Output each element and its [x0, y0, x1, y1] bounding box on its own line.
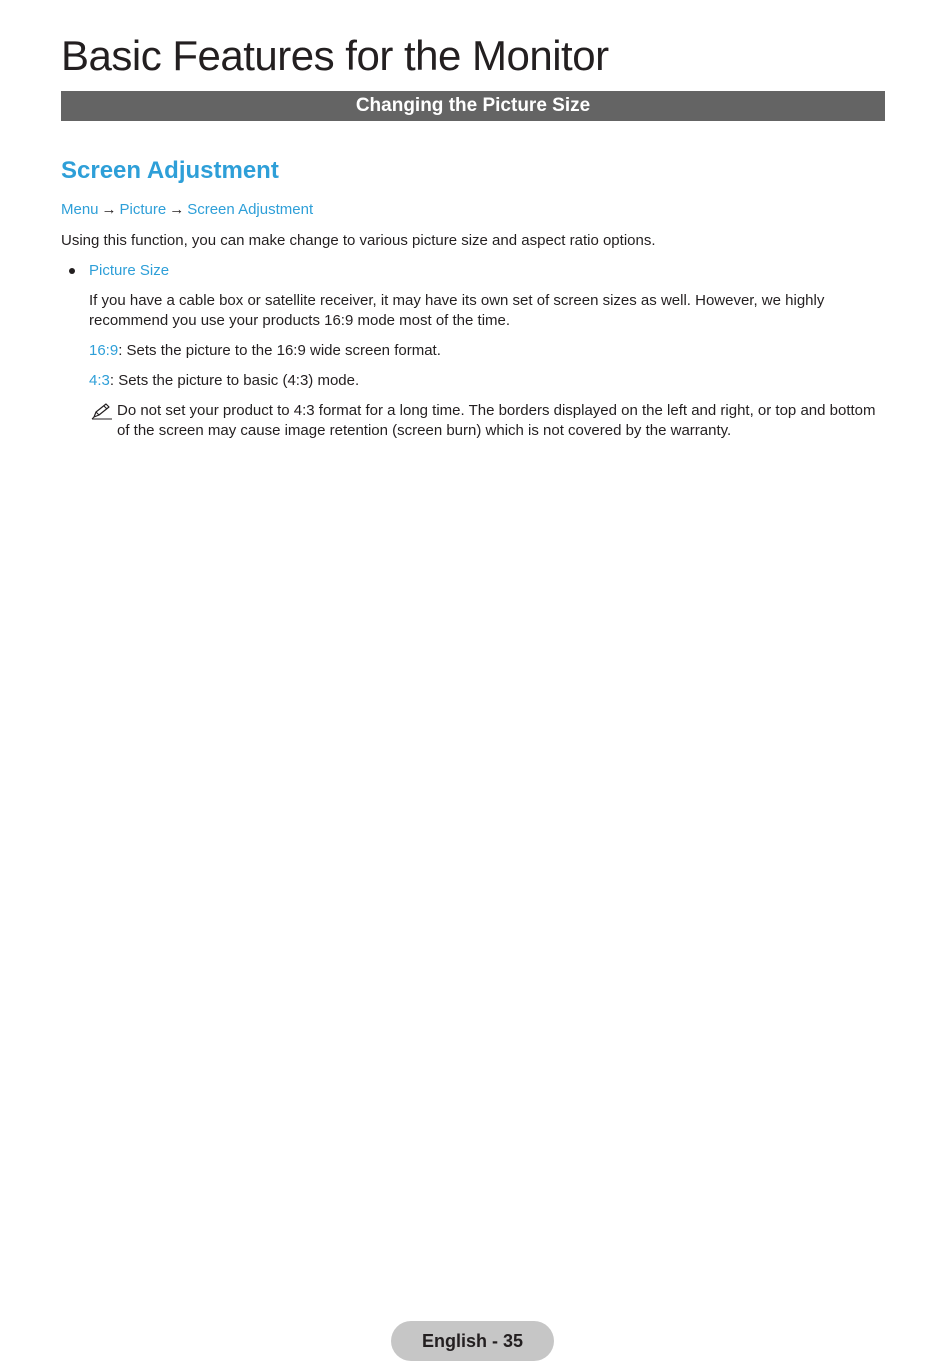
option-16-9-label[interactable]: 16:9 [89, 342, 119, 359]
page-title: Basic Features for the Monitor [61, 32, 609, 79]
subsection-title: Screen Adjustment [61, 157, 279, 184]
option-4-3 [89, 371, 879, 391]
breadcrumb-separator: → [101, 201, 117, 218]
breadcrumb [61, 200, 313, 220]
breadcrumb-item-menu[interactable]: Menu [61, 201, 99, 218]
picture-size-description: If you have a cable box or satellite receiver, it may have its own set of screen sizes as well. However, we highly recommend you use your products 16:9 mode most of the time. [89, 292, 825, 329]
note-text: Do not set your product to 4:3 format for a long time. The borders displayed on the left and right, or top and bottom of the screen may cause image retention (screen burn) which is not covered by the warranty. [117, 402, 876, 439]
pencil-note-icon [91, 402, 113, 420]
section-header-bar: Changing the Picture Size [61, 91, 885, 121]
option-4-3-label[interactable]: 4:3 [89, 372, 110, 389]
option-16-9-description: : Sets the picture to the 16:9 wide screen format. [118, 342, 441, 359]
page-number-badge: English - 35 [391, 1321, 554, 1361]
option-16-9 [89, 341, 879, 361]
breadcrumb-item-screen-adjustment[interactable]: Screen Adjustment [187, 201, 314, 218]
bullet-icon [69, 268, 75, 274]
breadcrumb-item-picture[interactable]: Picture [119, 201, 167, 218]
picture-size-link[interactable]: Picture Size [89, 262, 170, 279]
intro-paragraph: Using this function, you can make change to various picture size and aspect ratio options. [61, 232, 656, 249]
breadcrumb-separator: → [169, 201, 185, 218]
option-4-3-description: : Sets the picture to basic (4:3) mode. [109, 372, 360, 389]
